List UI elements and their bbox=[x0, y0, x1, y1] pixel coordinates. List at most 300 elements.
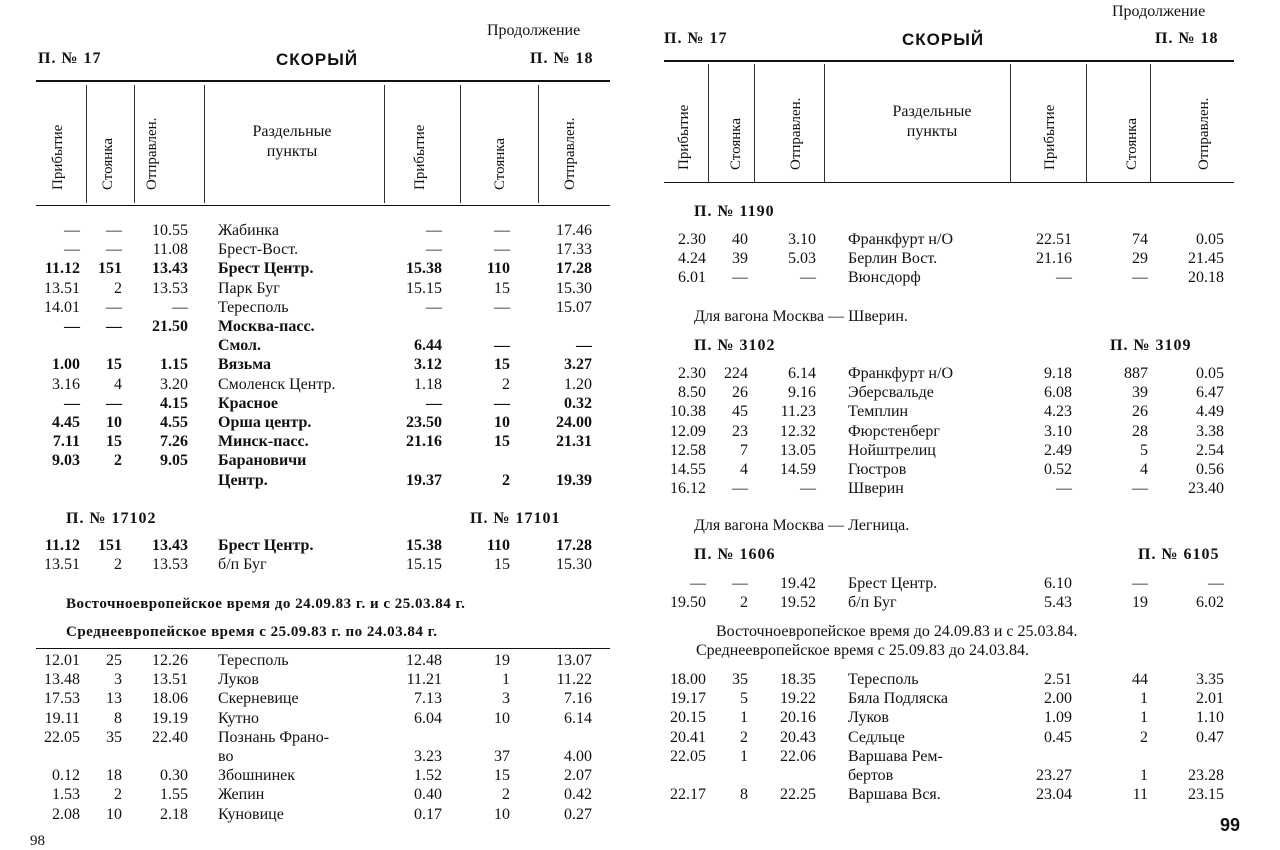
column-divider bbox=[1150, 64, 1151, 182]
return-arrival-cell: — bbox=[426, 222, 442, 239]
return-arrival-cell: 12.48 bbox=[406, 652, 442, 669]
berlin-row bbox=[640, 249, 1280, 268]
return-arrival-cell: 23.27 bbox=[1036, 767, 1072, 784]
stop-cell: 1 bbox=[740, 709, 748, 727]
return-stop-cell: 15 bbox=[494, 433, 510, 451]
return-arrival-cell: 4.23 bbox=[1044, 403, 1072, 421]
main-row bbox=[0, 394, 640, 413]
return-departure-cell: 3.27 bbox=[564, 356, 592, 374]
station-cell: Шверин bbox=[848, 480, 904, 498]
return-departure-cell: 4.49 bbox=[1196, 403, 1224, 421]
header-left-train: П. № 17 bbox=[664, 30, 728, 47]
arrival-cell: — bbox=[64, 394, 80, 412]
arrival-cell: 13.51 bbox=[44, 279, 80, 297]
station-cell: Фюрстенберг bbox=[848, 422, 940, 440]
departure-cell: 4.55 bbox=[160, 414, 188, 431]
return-stop-cell: — bbox=[1132, 575, 1148, 592]
departure-cell: 21.50 bbox=[152, 318, 188, 335]
arrival-cell: 19.11 bbox=[44, 709, 80, 727]
departure-cell: 22.25 bbox=[780, 786, 816, 804]
departure-cell: 22.40 bbox=[152, 728, 188, 746]
column-divider bbox=[204, 85, 205, 203]
return-arrival-cell: 3.23 bbox=[414, 748, 442, 765]
departure-cell: 11.08 bbox=[152, 241, 188, 259]
return-arrival-cell: 6.08 bbox=[1044, 384, 1072, 402]
return-departure-cell: 2.01 bbox=[1196, 690, 1224, 708]
departure-cell: 11.23 bbox=[780, 403, 816, 421]
departure-cell: 5.03 bbox=[788, 250, 816, 268]
return-arrival-cell: 15.38 bbox=[406, 537, 442, 554]
europe-row bbox=[0, 785, 640, 804]
main-row bbox=[0, 451, 640, 470]
station-cell: Брест Центр. bbox=[848, 575, 938, 592]
main-row bbox=[0, 355, 640, 374]
main-row bbox=[0, 279, 640, 298]
return-departure-cell: 21.31 bbox=[556, 433, 592, 451]
departure-cell: 13.43 bbox=[152, 260, 188, 278]
main-row bbox=[0, 240, 640, 259]
station-cell: Варшава Рем- bbox=[848, 747, 943, 765]
return-arrival-cell: 0.52 bbox=[1044, 461, 1072, 478]
return-arrival-cell: — bbox=[426, 298, 442, 316]
return-departure-cell: 23.40 bbox=[1188, 480, 1224, 498]
stop-cell: 5 bbox=[740, 690, 748, 708]
station-cell: Брест Центр. bbox=[218, 537, 314, 554]
return-stop-cell: 887 bbox=[1124, 365, 1148, 382]
stop-cell: 40 bbox=[732, 231, 748, 248]
arrival-cell: 13.51 bbox=[44, 556, 80, 574]
return-stop-cell: 28 bbox=[1132, 422, 1148, 440]
left-page bbox=[0, 0, 640, 849]
departure-cell: 9.05 bbox=[160, 452, 188, 470]
return-arrival-cell: 23.04 bbox=[1036, 786, 1072, 804]
stop-cell: 2 bbox=[740, 594, 748, 612]
arrival-cell: 13.48 bbox=[44, 671, 80, 689]
departure-cell: 4.15 bbox=[160, 394, 188, 412]
arrival-column-header: Прибытие bbox=[676, 104, 692, 170]
return-stop-cell: 19 bbox=[1132, 594, 1148, 612]
stop-cell: 10 bbox=[106, 414, 122, 431]
stop-cell: 151 bbox=[98, 537, 122, 554]
departure-cell: 13.43 bbox=[152, 537, 188, 554]
section-left-train: П. № 3102 bbox=[694, 337, 776, 354]
stop-column-header: Стоянка bbox=[100, 137, 116, 190]
right-page bbox=[640, 0, 1280, 843]
return-stop-cell: 5 bbox=[1140, 441, 1148, 459]
wagon-note-legnica: Для вагона Москва — Легница. bbox=[694, 517, 910, 534]
departure-cell: 2.18 bbox=[160, 805, 188, 823]
arrival-cell: 11.12 bbox=[44, 537, 80, 554]
schwerin-row bbox=[640, 441, 1280, 460]
stop-cell: — bbox=[106, 298, 122, 316]
departure-cell: 13.05 bbox=[780, 441, 816, 459]
departure-cell: 1.55 bbox=[160, 786, 188, 804]
station-cell: Парк Буг bbox=[218, 279, 280, 297]
stop-cell: 10 bbox=[106, 805, 122, 823]
stop-cell: 1 bbox=[740, 747, 748, 765]
departure-cell: 20.16 bbox=[780, 709, 816, 727]
schwerin-row bbox=[640, 383, 1280, 402]
stop-cell: 25 bbox=[106, 652, 122, 669]
schwerin-row bbox=[640, 364, 1280, 383]
return-departure-cell: 1.10 bbox=[1196, 709, 1224, 727]
arrival-cell: 6.01 bbox=[678, 269, 706, 287]
return-arrival-cell: 6.04 bbox=[414, 709, 442, 727]
wagon-note-schwerin: Для вагона Москва — Шверин. bbox=[694, 308, 908, 325]
departure-column-header: Отправлен. bbox=[788, 97, 804, 170]
station-cell: Тересполь bbox=[848, 671, 919, 688]
station-cell: Франкфурт н/О bbox=[848, 231, 953, 248]
return-stop-cell: — bbox=[494, 337, 510, 355]
poland-row bbox=[640, 785, 1280, 804]
stop-cell: 45 bbox=[732, 403, 748, 421]
column-divider bbox=[86, 85, 87, 203]
return-stop-cell: 15 bbox=[494, 767, 510, 785]
poland-row bbox=[640, 728, 1280, 747]
return-departure-cell: 17.28 bbox=[556, 537, 592, 554]
departure-cell: 13.53 bbox=[152, 556, 188, 574]
arrival-cell: 22.05 bbox=[44, 728, 80, 746]
return-departure-cell: 11.22 bbox=[556, 671, 592, 689]
station-cell: Смоленск Центр. bbox=[218, 375, 336, 393]
stop-cell: 2 bbox=[114, 452, 122, 470]
stop-cell: 39 bbox=[732, 250, 748, 268]
departure-cell: 3.10 bbox=[788, 231, 816, 248]
header-bottom-rule bbox=[664, 182, 1234, 183]
stop-cell: 8 bbox=[740, 786, 748, 804]
station-cell: Тересполь bbox=[218, 298, 289, 316]
return-departure-cell: 3.38 bbox=[1196, 422, 1224, 440]
main-row bbox=[0, 375, 640, 394]
header-right-train: П. № 18 bbox=[1155, 30, 1219, 47]
return-arrival-column-header: Прибытие bbox=[412, 124, 428, 190]
stop-cell: 13 bbox=[106, 690, 122, 708]
return-stop-column-header: Стоянка bbox=[492, 137, 508, 190]
return-departure-cell: 3.35 bbox=[1196, 671, 1224, 688]
station-cell: Вязьма bbox=[218, 356, 272, 374]
main-row bbox=[0, 298, 640, 317]
station-cell: Берлин Вост. bbox=[848, 250, 938, 268]
departure-cell: 22.06 bbox=[780, 747, 816, 765]
return-departure-cell: 17.46 bbox=[556, 222, 592, 239]
arrival-cell: — bbox=[690, 575, 706, 592]
return-arrival-cell: 0.17 bbox=[414, 805, 442, 823]
arrival-cell: 19.50 bbox=[670, 594, 706, 612]
main-row bbox=[0, 259, 640, 278]
return-arrival-cell: 15.15 bbox=[406, 556, 442, 574]
station-cell: Франкфурт н/О bbox=[848, 365, 953, 382]
return-arrival-cell: 19.37 bbox=[406, 471, 442, 489]
return-departure-cell: 4.00 bbox=[564, 748, 592, 765]
station-cell: Седльце bbox=[848, 728, 905, 746]
schwerin-row bbox=[640, 422, 1280, 441]
arrival-cell: 9.03 bbox=[52, 452, 80, 470]
station-cell: Брест Центр. bbox=[218, 260, 314, 278]
return-stop-cell: — bbox=[494, 394, 510, 412]
return-stop-cell: 44 bbox=[1132, 671, 1148, 688]
poland-row bbox=[640, 689, 1280, 708]
timezone-note-east: Восточноевропейское время до 24.09.83 и с 25.03.84. bbox=[716, 623, 1078, 640]
return-arrival-cell: 21.16 bbox=[1036, 250, 1072, 268]
station-cell: б/п Буг bbox=[848, 594, 897, 612]
stop-cell: — bbox=[732, 575, 748, 592]
header-title: СКОРЫЙ bbox=[276, 50, 359, 69]
departure-cell: 18.06 bbox=[152, 690, 188, 708]
return-arrival-cell: 0.40 bbox=[414, 786, 442, 804]
arrival-cell: 22.17 bbox=[670, 786, 706, 804]
stop-cell: — bbox=[106, 241, 122, 259]
return-stop-cell: 11 bbox=[1132, 786, 1148, 804]
return-departure-cell: 0.05 bbox=[1196, 365, 1224, 382]
arrival-cell: 3.16 bbox=[52, 375, 80, 393]
station-cell: Куновице bbox=[218, 805, 284, 823]
arrival-cell: 2.30 bbox=[678, 231, 706, 248]
header-rule bbox=[664, 60, 1234, 62]
main-row bbox=[0, 432, 640, 451]
return-arrival-cell: 7.13 bbox=[414, 690, 442, 708]
poland-row bbox=[640, 766, 1280, 785]
return-departure-cell: 0.47 bbox=[1196, 728, 1224, 746]
departure-cell: 13.51 bbox=[152, 671, 188, 689]
europe-row bbox=[0, 747, 640, 766]
departure-cell: 14.59 bbox=[780, 461, 816, 478]
station-cell: Нойштрелиц bbox=[848, 441, 936, 459]
arrival-cell: 16.12 bbox=[670, 480, 706, 498]
return-arrival-cell: 6.44 bbox=[414, 337, 442, 355]
europe-row bbox=[0, 728, 640, 747]
stop-cell: 4 bbox=[740, 461, 748, 478]
main-row bbox=[0, 336, 640, 355]
arrival-cell: 4.45 bbox=[52, 414, 80, 431]
return-departure-cell: 2.07 bbox=[564, 767, 592, 785]
section-train-1190: П. № 1190 bbox=[694, 203, 775, 220]
return-arrival-cell: — bbox=[1056, 480, 1072, 498]
arrival-cell: 20.15 bbox=[670, 709, 706, 727]
return-stop-cell: 74 bbox=[1132, 231, 1148, 248]
return-arrival-cell: 15.38 bbox=[406, 260, 442, 278]
return-departure-column-header: Отправлен. bbox=[1196, 97, 1212, 170]
main-row bbox=[0, 221, 640, 240]
return-departure-cell: 6.47 bbox=[1196, 384, 1224, 402]
return-arrival-cell: — bbox=[1056, 269, 1072, 287]
station-cell: Эберсвальде bbox=[848, 384, 934, 402]
departure-cell: 19.19 bbox=[152, 709, 188, 727]
schwerin-row bbox=[640, 402, 1280, 421]
station-cell: Кутно bbox=[218, 709, 260, 727]
arrival-cell: 7.11 bbox=[52, 433, 80, 451]
return-departure-cell: 21.45 bbox=[1188, 250, 1224, 268]
column-divider bbox=[754, 64, 755, 182]
return-arrival-cell: 9.18 bbox=[1044, 365, 1072, 382]
return-departure-cell: 6.14 bbox=[564, 709, 592, 727]
column-divider bbox=[708, 64, 709, 182]
return-departure-cell: 0.27 bbox=[564, 805, 592, 823]
return-departure-cell: 1.20 bbox=[564, 375, 592, 393]
departure-cell: 19.52 bbox=[780, 594, 816, 612]
stop-cell: 2 bbox=[114, 279, 122, 297]
return-departure-cell: 0.42 bbox=[564, 786, 592, 804]
station-cell: Познань Франо- bbox=[218, 728, 330, 746]
return-stop-cell: — bbox=[494, 241, 510, 259]
return-stop-cell: 110 bbox=[486, 260, 510, 278]
section-rule bbox=[36, 648, 610, 649]
stop-cell: — bbox=[106, 318, 122, 335]
arrival-cell: 0.12 bbox=[52, 767, 80, 785]
station-cell: Луков bbox=[848, 709, 889, 727]
main-row bbox=[0, 471, 640, 490]
header-rule bbox=[36, 80, 610, 82]
return-stop-cell: 29 bbox=[1132, 250, 1148, 268]
return-stop-cell: 1 bbox=[502, 671, 510, 689]
return-departure-column-header: Отправлен. bbox=[562, 117, 578, 190]
departure-cell: 12.32 bbox=[780, 422, 816, 440]
return-stop-cell: — bbox=[494, 298, 510, 316]
arrival-cell: — bbox=[64, 318, 80, 335]
stop-cell: — bbox=[732, 269, 748, 287]
departure-cell: 18.35 bbox=[780, 671, 816, 688]
departure-column-header: Отправлен. bbox=[144, 117, 160, 190]
timezone-note-east: Восточноевропейское время до 24.09.83 г. и с 25.03.84 г. bbox=[66, 596, 466, 612]
station-cell: Центр. bbox=[218, 471, 268, 489]
arrival-cell: 10.38 bbox=[670, 403, 706, 421]
stop-cell: 18 bbox=[106, 767, 122, 785]
header-bottom-rule bbox=[36, 205, 610, 206]
return-stop-cell: 2 bbox=[502, 375, 510, 393]
europe-row bbox=[0, 670, 640, 689]
main-row bbox=[0, 317, 640, 336]
station-cell: Минск-пасс. bbox=[218, 433, 309, 451]
station-cell: Орша центр. bbox=[218, 414, 312, 431]
section-left-train-2: П. № 1606 bbox=[694, 546, 776, 563]
return-stop-cell: 10 bbox=[494, 414, 510, 431]
return-stop-cell: 1 bbox=[1140, 767, 1148, 784]
return-stop-cell: 2 bbox=[502, 471, 510, 489]
departure-cell: 10.55 bbox=[152, 222, 188, 239]
return-stop-cell: 1 bbox=[1140, 690, 1148, 708]
return-arrival-cell: 3.12 bbox=[414, 356, 442, 374]
return-departure-cell: 17.33 bbox=[556, 241, 592, 259]
poland-row bbox=[640, 747, 1280, 766]
station-cell: Темплин bbox=[848, 403, 909, 421]
stop-cell: 7 bbox=[740, 441, 748, 459]
continuation-label: Продолжение bbox=[487, 22, 581, 39]
return-arrival-column-header: Прибытие bbox=[1042, 104, 1058, 170]
stop-cell: — bbox=[106, 222, 122, 239]
station-cell: Вюнсдорф bbox=[848, 269, 921, 287]
stop-cell: 15 bbox=[106, 433, 122, 451]
stop-cell: — bbox=[732, 480, 748, 498]
header-right-train: П. № 18 bbox=[530, 50, 594, 67]
arrival-cell: 12.09 bbox=[670, 422, 706, 440]
station-cell: Москва-пасс. bbox=[218, 318, 315, 335]
return-arrival-cell: 2.49 bbox=[1044, 441, 1072, 459]
departure-cell: 7.26 bbox=[160, 433, 188, 451]
return-departure-cell: 7.16 bbox=[564, 690, 592, 708]
return-stop-cell: 10 bbox=[494, 709, 510, 727]
return-arrival-cell: — bbox=[426, 241, 442, 259]
page-number: 99 bbox=[1220, 815, 1241, 835]
stop-cell: — bbox=[106, 394, 122, 412]
arrival-cell: 14.55 bbox=[670, 461, 706, 478]
return-departure-cell: 15.30 bbox=[556, 556, 592, 574]
column-divider bbox=[1086, 64, 1087, 182]
return-stop-cell: 37 bbox=[494, 748, 510, 765]
column-divider bbox=[460, 85, 461, 203]
station-cell: во bbox=[218, 748, 234, 765]
return-departure-cell: 17.28 bbox=[556, 260, 592, 278]
arrival-cell: 8.50 bbox=[678, 384, 706, 402]
europe-row bbox=[0, 651, 640, 670]
europe-row bbox=[0, 689, 640, 708]
return-departure-cell: 6.02 bbox=[1196, 594, 1224, 612]
return-stop-cell: 39 bbox=[1132, 384, 1148, 402]
section-right-train-2: П. № 6105 bbox=[1138, 546, 1220, 563]
return-arrival-cell: 23.50 bbox=[406, 414, 442, 431]
stop-cell: 23 bbox=[732, 422, 748, 440]
return-departure-cell: 2.54 bbox=[1196, 441, 1224, 459]
station-cell: Красное bbox=[218, 394, 278, 412]
departure-cell: 0.30 bbox=[160, 767, 188, 785]
europe-row bbox=[0, 709, 640, 728]
return-stop-cell: 26 bbox=[1132, 403, 1148, 421]
stop-cell: 2 bbox=[114, 786, 122, 804]
station-cell: Брест-Вост. bbox=[218, 241, 299, 259]
europe-row bbox=[0, 805, 640, 824]
station-cell: Гюстров bbox=[848, 461, 907, 478]
return-stop-cell: — bbox=[1132, 269, 1148, 287]
return-departure-cell: 23.15 bbox=[1188, 786, 1224, 804]
return-stop-cell: 2 bbox=[1140, 728, 1148, 746]
section-right-train: П. № 3109 bbox=[1110, 337, 1192, 354]
arrival-cell: 1.00 bbox=[52, 356, 80, 374]
legnica-row bbox=[640, 593, 1280, 612]
departure-cell: 19.42 bbox=[780, 575, 816, 592]
station-cell: Скерневице bbox=[218, 690, 299, 708]
timezone-note-central: Среднеевропейское время с 25.09.83 до 24.03.84. bbox=[696, 642, 1029, 659]
return-stop-cell: — bbox=[1132, 480, 1148, 498]
return-stop-cell: — bbox=[494, 222, 510, 239]
arrival-cell: 12.58 bbox=[670, 441, 706, 459]
column-divider bbox=[134, 85, 135, 203]
station-cell: Збошнинек bbox=[218, 767, 296, 785]
return-arrival-cell: 3.10 bbox=[1044, 422, 1072, 440]
subsection-left-train: П. № 17102 bbox=[66, 510, 157, 527]
return-departure-cell: 24.00 bbox=[556, 414, 592, 431]
return-stop-cell: 2 bbox=[502, 786, 510, 804]
legnica-row bbox=[640, 574, 1280, 593]
departure-cell: — bbox=[172, 298, 188, 316]
continuation-label: Продолжение bbox=[1112, 3, 1206, 20]
sub-row bbox=[0, 555, 640, 574]
departure-cell: 1.15 bbox=[160, 356, 188, 374]
arrival-cell: — bbox=[64, 222, 80, 239]
return-stop-column-header: Стоянка bbox=[1124, 117, 1140, 170]
stations-column-header: Раздельные пункты bbox=[252, 123, 332, 160]
schwerin-row bbox=[640, 460, 1280, 479]
return-stop-cell: 15 bbox=[494, 556, 510, 574]
stop-cell: 2 bbox=[114, 556, 122, 574]
arrival-cell: 12.01 bbox=[44, 652, 80, 669]
station-cell: Тересполь bbox=[218, 652, 289, 669]
berlin-row bbox=[640, 268, 1280, 287]
subsection-right-train: П. № 17101 bbox=[470, 510, 561, 527]
return-departure-cell: 0.32 bbox=[564, 394, 592, 412]
schwerin-row bbox=[640, 479, 1280, 498]
departure-cell: — bbox=[800, 269, 816, 287]
return-arrival-cell: — bbox=[426, 394, 442, 412]
stop-column-header: Стоянка bbox=[728, 117, 744, 170]
berlin-row bbox=[640, 230, 1280, 249]
